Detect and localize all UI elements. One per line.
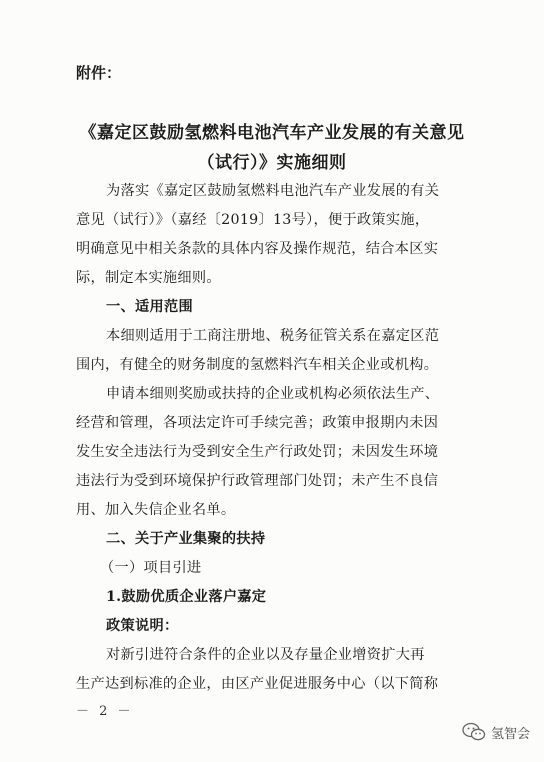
wechat-icon [462, 722, 486, 742]
paragraph-line: 对新引进符合条件的企业以及存量企业增资扩大再 [106, 647, 425, 663]
paragraph-line: 意见（试行）》（嘉经〔2019〕13号），便于政策实施， [76, 212, 430, 228]
paragraph-line: 用、加入失信企业名单。 [76, 502, 236, 518]
paragraph-line: 发生安全违法行为受到安全生产行政处罚；未因发生环境 [76, 444, 439, 460]
paragraph-line: 生产达到标准的企业，由区产业促进服务中心（以下简称 [76, 676, 439, 692]
section-heading-2: 二、关于产业集聚的扶持 [106, 531, 266, 547]
document-title-line-2: （试行）》实施细则 [197, 153, 347, 173]
attachment-label: 附件： [76, 64, 122, 82]
document-title-line-1: 《嘉定区鼓励氢燃料电池汽车产业发展的有关意见 [79, 123, 465, 143]
paragraph-line: 本细则适用于工商注册地、税务征管关系在嘉定区范 [106, 328, 440, 344]
section-heading-1: 一、适用范围 [106, 299, 193, 315]
watermark-text: 氢智会 [490, 726, 530, 742]
paragraph-line: 为落实《嘉定区鼓励氢燃料电池汽车产业发展的有关 [106, 183, 440, 199]
item-heading: 1.鼓励优质企业落户嘉定 [106, 589, 267, 605]
paragraph-line: 围内，有健全的财务制度的氢燃料汽车相关企业或机构。 [76, 357, 439, 373]
source-watermark [462, 722, 530, 742]
paragraph-line: 际，制定本实施细则。 [76, 270, 221, 286]
paragraph-line: 经营和管理，各项法定许可手续完善；政策申报期内未因 [76, 415, 439, 431]
subsection-heading: （一）项目引进 [100, 560, 202, 576]
policy-note-label: 政策说明： [106, 618, 179, 634]
paragraph-line: 明确意见中相关条款的具体内容及操作规范，结合本区实 [76, 241, 439, 257]
page-number: － 2 － [76, 704, 134, 719]
paragraph-line: 违法行为受到环境保护行政管理部门处罚；未产生不良信 [76, 473, 439, 489]
paragraph-line: 申请本细则奖励或扶持的企业或机构必须依法生产、 [106, 386, 440, 402]
